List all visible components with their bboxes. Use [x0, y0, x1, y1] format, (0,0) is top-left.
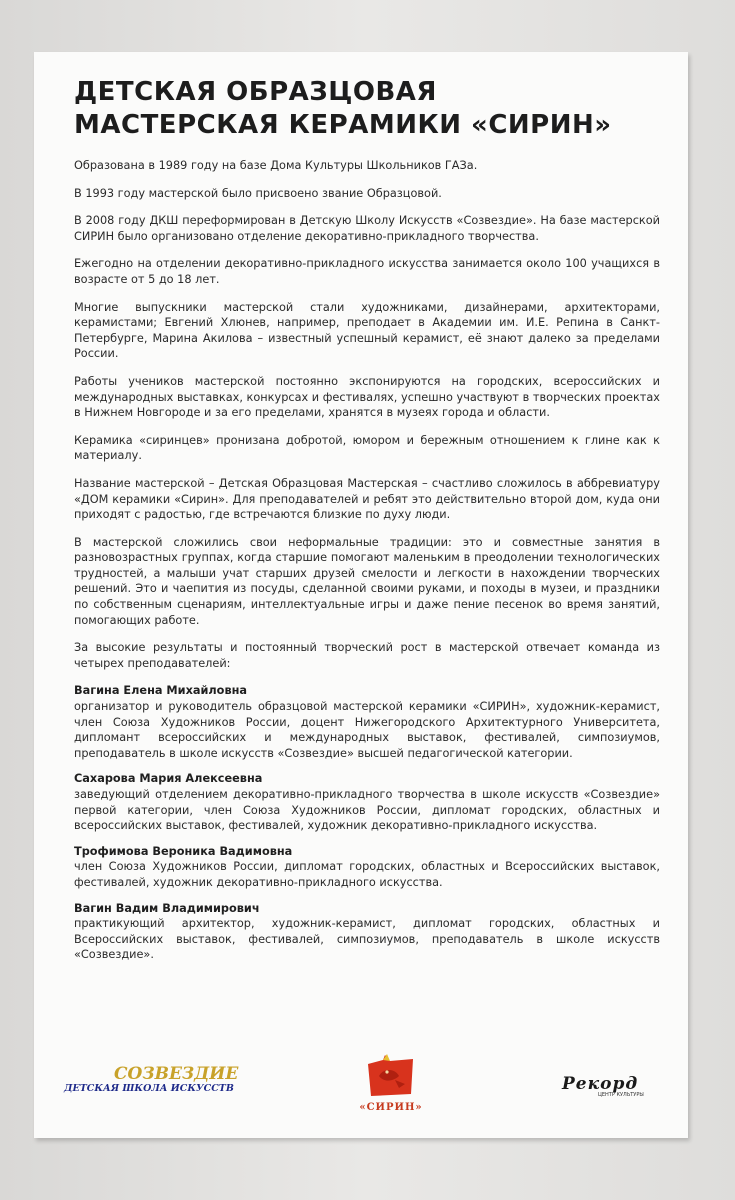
sirin-logo: [358, 1054, 424, 1113]
paragraph: В 2008 году ДКШ переформирован в Детскую Школу Искусств «Созвездие». На базе мастерской СИРИН было организовано отделение декоративно-прикладного творчества.: [74, 214, 660, 243]
teacher-entry: [74, 771, 660, 833]
title-line-2: МАСТЕРСКАЯ КЕРАМИКИ «СИРИН»: [74, 110, 612, 140]
panel-title: [74, 76, 660, 142]
rekord-logo: [562, 1074, 644, 1098]
teacher-name: Трофимова Вероника Вадимовна: [74, 844, 293, 858]
teacher-description: организатор и руководитель образцовой мастерской керамики «СИРИН», художник-керамист, член Союза Художников России, доцент Нижегородского Архитектурного Университета, дипломант всероссийских и международных выставок, фестивалей, симпозиумов, преподаватель в школе искусств «Созвездие» высшей педагогической категории.: [74, 700, 660, 760]
teacher-name: Сахарова Мария Алексеевна: [74, 772, 263, 786]
paragraph: Керамика «сиринцев» пронизана добротой, юмором и бережным отношением к глине как к материалу.: [74, 433, 660, 463]
rekord-logo-subtitle: ЦЕНТР КУЛЬТУРЫ: [598, 1092, 644, 1098]
teacher-description: заведующий отделением декоративно-прикладного творчества в школе искусств «Созвездие» первой категории, член Союза Художников России, дипломат городских, областных и всероссийских выставок, фестивалей, художник декоративно-прикладного искусства.: [74, 788, 660, 833]
paragraph: В 1993 году мастерской было присвоено звание Образцовой.: [74, 186, 442, 200]
title-line-1: ДЕТСКАЯ ОБРАЗЦОВАЯ: [74, 77, 437, 107]
paragraph: Образована в 1989 году на базе Дома Культуры Школьников ГАЗа.: [74, 159, 478, 172]
sozvezdie-logo-name: СОЗВЕЗДИЕ: [114, 1064, 239, 1084]
sozvezdie-logo-subtitle: ДЕТСКАЯ ШКОЛА ИСКУССТВ: [64, 1083, 234, 1094]
paragraph: Многие выпускники мастерской стали художниками, дизайнерами, архитекторами, керамистами; Евгений Хлюнев, например, преподает в Академии им. И.Е. Репина в Санкт-Петербурге, Марина Акилова – известный успешный керамист, её знают далеко за пределами России.: [74, 300, 660, 361]
info-panel: [34, 52, 688, 1138]
teacher-description: практикующий архитектор, художник-керамист, дипломат городских, областных и Всероссийских выставок, фестивалей, симпозиумов, преподаватель в школе искусств «Созвездие».: [74, 917, 660, 962]
teacher-entry: [74, 901, 660, 963]
paragraph: В мастерской сложились свои неформальные традиции: это и совместные занятия в разновозрастных группах, когда старшие помогают маленьким в преодолении технологических трудностей, а малыши учат старших друзей смелости и легкости в нахождении творческих решений. Это и чаепития из посуды, сделанной своими руками, и походы в музеи, и праздники по собственным сценариям, интеллектуальные игры и даже пение песенок во время занятий, помогающих работе.: [74, 535, 660, 627]
paragraph: Название мастерской – Детская Образцовая Мастерская – счастливо сложилось в аббревиатуру «ДОМ керамики «Сирин». Для преподавателей и ребят это действительно второй дом, куда они приходят с радостью, где встречаются близкие по духу люди.: [74, 476, 660, 522]
paragraph: Ежегодно на отделении декоративно-прикладного искусства занимается около 100 учащихся в возрасте от 5 до 18 лет.: [74, 257, 660, 286]
sirin-bird-emblem: [365, 1054, 417, 1098]
rekord-logo-name: Рекорд: [562, 1074, 639, 1094]
teacher-description: член Союза Художников России, дипломат городских, областных и Всероссийских выставок, фестивалей, художник декоративно-прикладного искусства.: [74, 860, 660, 889]
teacher-name: Вагин Вадим Владимирович: [74, 901, 260, 915]
logo-strip: [34, 1048, 688, 1138]
paragraph: Работы учеников мастерской постоянно экспонируются на городских, всероссийских и международных выставках, конкурсах и фестивалях, успешно участвуют в творческих проектах в Нижнем Новгороде и за его пределами, хранятся в музеях города и области.: [74, 374, 660, 420]
paragraph: За высокие результаты и постоянный творческий рост в мастерской отвечает команда из четырех преподавателей:: [74, 641, 660, 670]
teacher-entry: [74, 683, 660, 761]
sirin-logo-caption: «СИРИН»: [359, 1102, 423, 1113]
sozvezdie-logo: [64, 1064, 238, 1094]
teacher-entry: [74, 844, 660, 891]
teacher-name: Вагина Елена Михайловна: [74, 684, 248, 698]
